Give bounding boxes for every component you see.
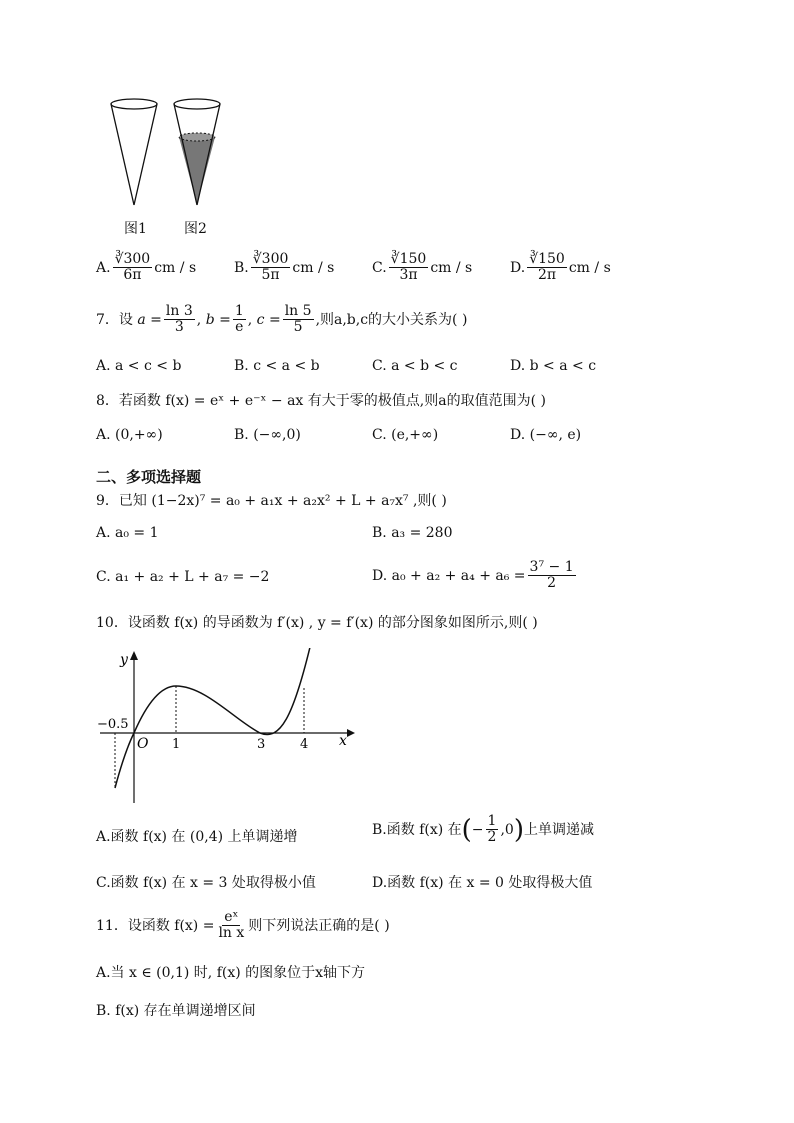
q7-option-a: A. a < c < b [96,358,182,374]
q10-option-a: A.函数 f(x) 在 (0,4) 上单调递增 [96,829,298,845]
q9-option-d: D. a₀ + a₂ + a₄ + a₆ = $\frac{\text{3⁷ − 1}}{2}$ [372,559,574,592]
q8-option-c: C. (e,+∞) [372,427,439,443]
q6-option-a: A. $\frac{∛300}{6\pi}$ cm / s [96,251,197,284]
q6-option-b: B. $\frac{∛300}{5\pi}$ cm / s [234,251,335,284]
origin-label: O [137,736,149,752]
q7-option-b: B. c < a < b [234,358,320,374]
q10-option-d: D.函数 f(x) 在 x = 0 处取得极大值 [372,875,593,891]
tick-1: 1 [172,737,181,752]
q10-option-c: C.函数 f(x) 在 x = 3 处取得极小值 [96,875,316,891]
q8-option-b: B. (−∞,0) [234,427,301,443]
tick-3: 3 [257,737,266,752]
q11-stem: 11．设函数 f(x) = $\frac{\text{eˣ}}{\text{ln x}}$ 则下列说法正确的是( ) [96,909,390,942]
q7-stem: 7．设 a = $\frac{\ln 3}{3}$ , b = $\frac{1}{e}$ , c = $\frac{\ln 5}{5}$ ,则a,b,c的大小关系为( ) [96,303,468,336]
cone-figures [105,95,235,215]
cone-1 [111,99,157,205]
q6-option-c: C. $\frac{∛150}{3\pi}$ cm / s [372,251,473,284]
tick-4: 4 [300,737,309,752]
q9-stem: 9．已知 (1−2x)⁷ = a₀ + a₁x + a₂x² + L + a₇x⁷ ,则( ) [96,493,447,509]
q8-option-a: A. (0,+∞) [96,427,163,443]
q10-stem: 10．设函数 f(x) 的导函数为 f′(x) , y = f′(x) 的部分图象如图所示,则( ) [96,615,538,631]
q9-option-a: A. a₀ = 1 [96,525,159,541]
q9-option-b: B. a₃ = 280 [372,525,453,541]
figure-label-2: 图2 [184,221,207,237]
cone-2 [174,99,220,205]
q9-option-c: C. a₁ + a₂ + L + a₇ = −2 [96,569,270,585]
q6-option-d: D. $\frac{∛150}{2\pi}$ cm / s [510,251,611,284]
q11-option-b: B. f(x) 存在单调递增区间 [96,1003,256,1019]
section-title: 二、多项选择题 [96,468,202,486]
q11-option-a: A.当 x ∈ (0,1) 时, f(x) 的图象位于x轴下方 [96,965,366,981]
tick-neg: −0.5 [97,717,129,732]
q7-option-d: D. b < a < c [510,358,597,374]
q7-option-c: C. a < b < c [372,358,458,374]
x-label: x [339,733,347,749]
derivative-graph [95,648,360,808]
curve [115,648,311,788]
y-label: y [120,652,128,668]
q8-stem: 8．若函数 f(x) = eˣ + e⁻ˣ − ax 有大于零的极值点,则a的取值范围为( ) [96,393,546,409]
q10-option-b: B.函数 f(x) 在(− $\frac{1}{2}$ ,0)上单调递减 [372,813,594,846]
q8-option-d: D. (−∞, e) [510,427,582,443]
figure-label-1: 图1 [124,221,147,237]
